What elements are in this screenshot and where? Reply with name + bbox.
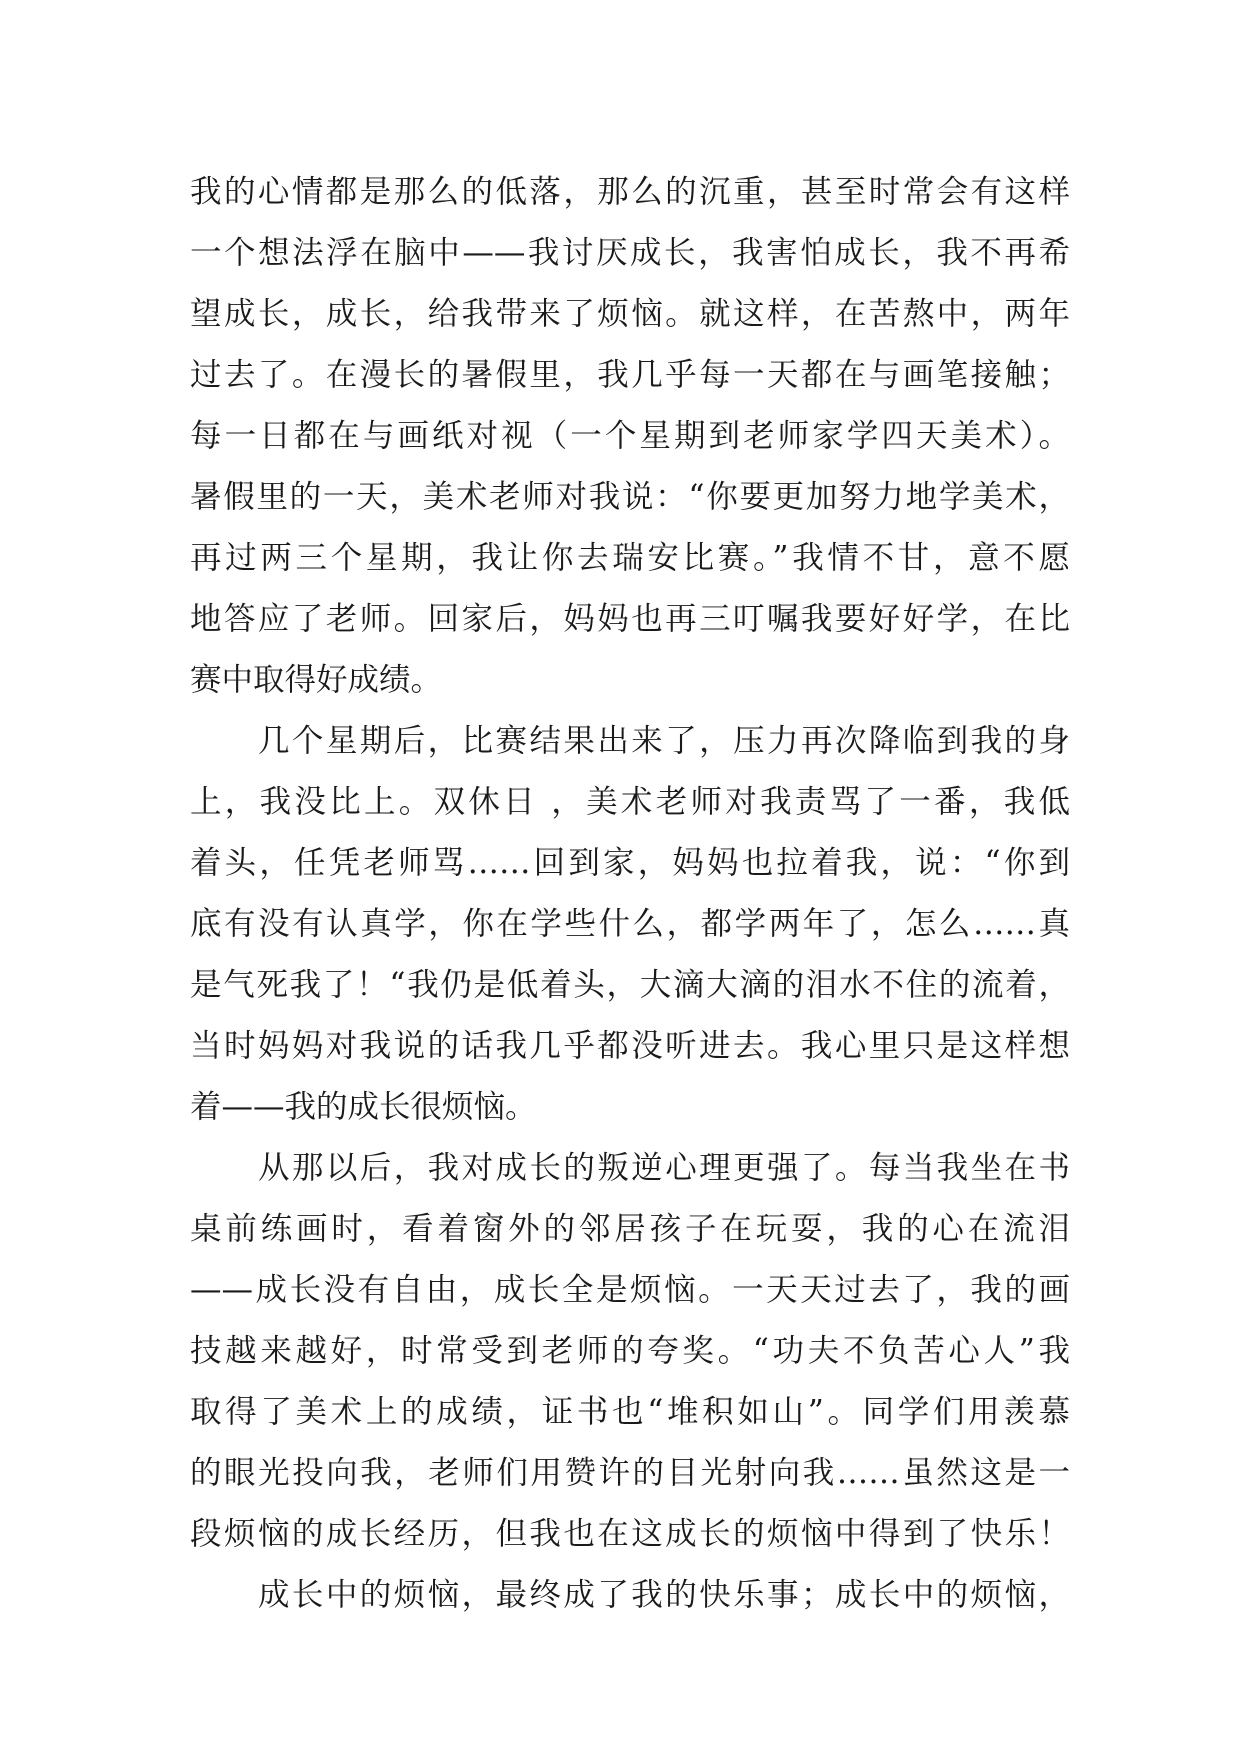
- text-line: 从那以后，我对成长的叛逆心理更强了。每当我坐在书: [258, 1150, 1070, 1186]
- text-line: ——成长没有自由，成长全是烦恼。一天天过去了，我的画: [190, 1272, 1070, 1308]
- text-line: 每一日都在与画纸对视（一个星期到老师家学四天美术）。: [190, 418, 1070, 454]
- text-line: 是气死我了！“我仍是低着头，大滴大滴的泪水不住的流着，: [190, 967, 1070, 1003]
- text-line: 几个星期后，比赛结果出来了，压力再次降临到我的身: [258, 723, 1070, 759]
- text-line: 当时妈妈对我说的话我几乎都没听进去。我心里只是这样想: [190, 1028, 1070, 1064]
- text-line: 成长中的烦恼，最终成了我的快乐事；成长中的烦恼，: [258, 1577, 1070, 1613]
- body-text: [190, 162, 1070, 1626]
- text-line: 桌前练画时，看着窗外的邻居孩子在玩耍，我的心在流泪: [190, 1211, 1070, 1247]
- text-line: 过去了。在漫长的暑假里，我几乎每一天都在与画笔接触；: [190, 357, 1070, 393]
- text-line: 段烦恼的成长经历，但我也在这成长的烦恼中得到了快乐！: [190, 1516, 1070, 1552]
- text-line: 的眼光投向我，老师们用赞许的目光射向我……虽然这是一: [190, 1455, 1070, 1491]
- text-line: 赛中取得好成绩。: [190, 662, 443, 698]
- text-line: 取得了美术上的成绩，证书也“堆积如山”。同学们用羡慕: [190, 1394, 1070, 1430]
- text-line: 技越来越好，时常受到老师的夸奖。“功夫不负苦心人”我: [190, 1333, 1070, 1369]
- text-line: 上，我没比上。双休日 ，美术老师对我责骂了一番，我低: [190, 784, 1070, 820]
- text-line: 暑假里的一天，美术老师对我说：“你要更加努力地学美术，: [190, 479, 1070, 515]
- text-line: 我的心情都是那么的低落，那么的沉重，甚至时常会有这样: [190, 174, 1070, 210]
- text-line: 地答应了老师。回家后，妈妈也再三叮嘱我要好好学，在比: [190, 601, 1070, 637]
- text-line: 底有没有认真学，你在学些什么，都学两年了，怎么……真: [190, 906, 1070, 942]
- text-line: 着头，任凭老师骂……回到家，妈妈也拉着我，说：“你到: [190, 845, 1070, 881]
- text-line: 着——我的成长很烦恼。: [190, 1089, 537, 1125]
- text-line: 再过两三个星期，我让你去瑞安比赛。”我情不甘，意不愿: [190, 540, 1070, 576]
- text-line: 一个想法浮在脑中——我讨厌成长，我害怕成长，我不再希: [190, 235, 1070, 271]
- text-line: 望成长，成长，给我带来了烦恼。就这样，在苦熬中，两年: [190, 296, 1070, 332]
